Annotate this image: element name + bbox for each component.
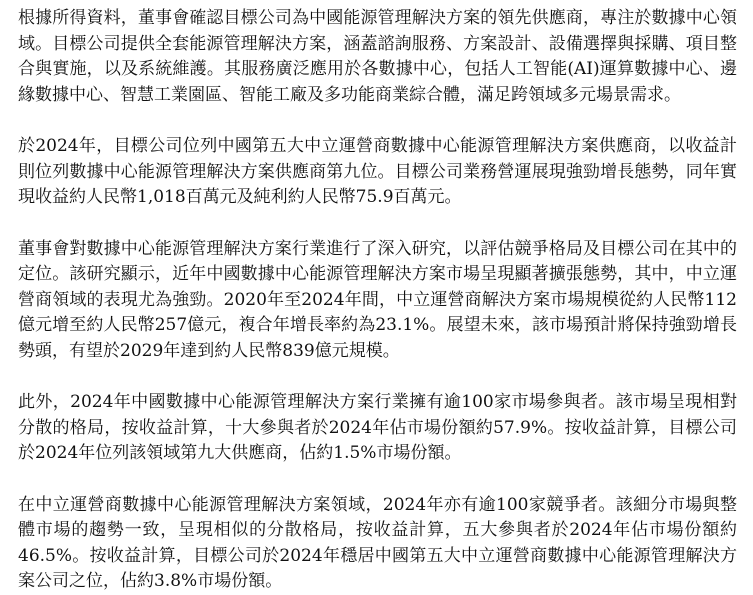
paragraph-neutral-operator-segment: 在中立運營商數據中心能源管理解決方案領域，2024年亦有逾100家競爭者。該細分市場與整體市場的趨勢一致，呈現相似的分散格局，按收益計算，五大參與者於2024年佔市場份額約46.5%。按收益計算，目標公司於2024年穩居中國第五大中立運營商數據中心能源管理解決方案公司之位，佔約3.8%市場份額。 [18, 494, 737, 591]
paragraph-market-participants: 此外，2024年中國數據中心能源管理解決方案行業擁有逾100家市場參與者。該市場呈現相對分散的格局，按收益計算，十大參與者於2024年佔市場份額約57.9%。按收益計算，目標公司於2024年位列該領域第九大供應商，佔約1.5%市場份額。 [18, 392, 737, 463]
paragraph-2024-ranking: 於2024年，目標公司位列中國第五大中立運營商數據中心能源管理解決方案供應商，以收益計則位列數據中心能源管理解決方案供應商第九位。目標公司業務營運展現強勁增長態勢，同年實現收益約人民幣1,018百萬元及純利約人民幣75.9百萬元。 [18, 136, 737, 207]
paragraph-industry-research: 董事會對數據中心能源管理解決方案行業進行了深入研究，以評估競爭格局及目標公司在其中的定位。該研究顯示，近年中國數據中心能源管理解決方案市場呈現顯著擴張態勢，其中，中立運營商領域的表現尤為強勁。2020年至2024年間，中立運營商解決方案市場規模從約人民幣112億元增至約人民幣257億元，複合年增長率約為23.1%。展望未來，該市場預計將保持強勁增長勢頭，有望於2029年達到約人民幣839億元規模。 [18, 238, 737, 361]
paragraph-company-overview: 根據所得資料，董事會確認目標公司為中國能源管理解決方案的領先供應商，專注於數據中心領域。目標公司提供全套能源管理解決方案，涵蓋諮詢服務、方案設計、設備選擇與採購、項目整合與實施，以及系統維護。其服務廣泛應用於各數據中心，包括人工智能(AI)運算數據中心、邊緣數據中心、智慧工業園區、智能工廠及多功能商業綜合體，滿足跨領域多元場景需求。 [18, 8, 737, 105]
